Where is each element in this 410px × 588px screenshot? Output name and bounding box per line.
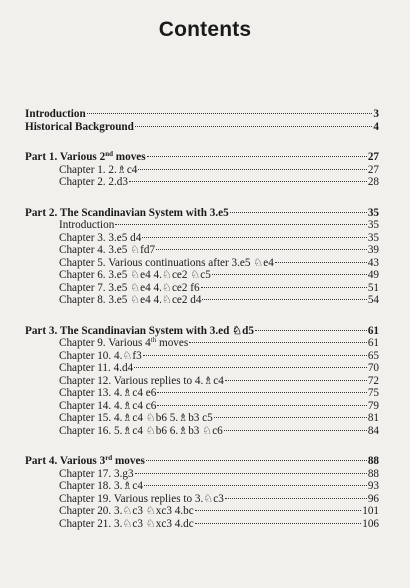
toc-page-number: 106 [362,517,379,530]
toc-page-number: 101 [362,505,379,517]
toc-page-number: 28 [367,176,379,188]
toc-page-number: 3 [373,108,379,120]
toc-chapter-label: Chapter 7. 3.e5 ♘e4 4.♘ce2 f6 [59,281,200,294]
toc-chapter-label: Chapter 15. 4.♗c4 ♘b6 5.♗b3 c5 [59,412,213,424]
page-title: Contents [158,18,252,41]
dot-leader [201,287,367,288]
toc-part-label: Part 3. The Scandinavian System with 3.ed ♘d5 [25,324,254,337]
toc-page-number: 4 [373,120,379,133]
dot-leader [189,342,367,343]
toc-chapter-label: Chapter 8. 3.e5 ♘e4 4.♘ce2 d4 [59,294,202,306]
toc-chapter-label: Chapter 18. 3.♗c4 [59,480,143,492]
toc-chapter-16[interactable] [25,425,379,438]
dot-leader [115,224,367,225]
toc-page-number: 88 [367,467,379,480]
toc-chapter-10[interactable] [25,350,379,363]
toc-page-number: 27 [367,151,379,163]
toc-part-4-heading[interactable] [25,455,379,468]
toc-chapter-label: Chapter 10. 4.♘f3 [59,349,142,362]
toc-page-number: 88 [367,455,379,467]
toc-page-number: 61 [367,337,379,349]
toc-chapter-label: Chapter 2. 2.d3 [59,176,128,188]
dot-leader [156,249,367,250]
toc-chapter-13[interactable] [25,387,379,400]
toc-chapter-3[interactable] [25,232,379,245]
toc-page-number: 54 [367,294,379,306]
dot-leader [138,169,366,170]
dot-leader [195,510,362,511]
dot-leader [135,473,367,474]
dot-leader [146,460,367,461]
toc-page-number: 35 [367,219,379,231]
toc-part-label: Part 2. The Scandinavian System with 3.e5 [25,206,229,219]
toc-page-number: 61 [367,324,379,337]
toc-chapter-19[interactable] [25,493,379,506]
dot-leader [214,417,367,418]
toc-chapter-label: Chapter 4. 3.e5 ♘fd7 [59,244,156,256]
toc-chapter-label: Chapter 19. Various replies to 3.♘c3 [59,492,224,505]
toc-part-2-introduction[interactable] [25,219,379,232]
toc-chapter-9[interactable] [25,337,379,350]
toc-chapter-8[interactable] [25,294,379,307]
toc-page-number: 27 [367,163,379,176]
toc-page-number: 49 [367,269,379,281]
toc-chapter-label: Chapter 14. 4.♗c4 c6 [59,399,157,412]
dot-leader [157,405,366,406]
toc-chapter-label: Chapter 17. 3.g3 [59,467,134,480]
dot-leader [87,113,373,114]
dot-leader [142,237,366,238]
toc-part-label: Part 4. Various 3rd moves [25,454,145,467]
toc-chapter-label: Chapter 3. 3.e5 d4 [59,231,142,244]
toc-page-number: 84 [367,424,379,437]
table-of-contents [25,108,379,530]
toc-entry-introduction[interactable] [25,108,379,121]
toc-page-number: 35 [367,206,379,219]
toc-page-number: 72 [367,374,379,387]
toc-chapter-label: Chapter 11. 4.d4 [59,362,134,374]
toc-part-label: Part 1. Various 2nd moves [25,150,146,163]
toc-chapter-label: Chapter 13. 4.♗c4 e6 [59,387,157,399]
toc-chapter-17[interactable] [25,468,379,481]
toc-page-number: 81 [367,412,379,424]
toc-chapter-label: Introduction [59,219,115,231]
toc-chapter-label: Chapter 9. Various 4th moves [59,336,189,349]
toc-chapter-12[interactable] [25,375,379,388]
toc-part-1-heading[interactable] [25,151,379,164]
toc-chapter-7[interactable] [25,282,379,295]
toc-chapter-6[interactable] [25,269,379,282]
toc-chapter-label: Chapter 5. Various continuations after 3.e5 ♘e4 [59,256,274,269]
dot-leader [225,380,367,381]
toc-page-number: 43 [367,256,379,269]
toc-chapter-15[interactable] [25,412,379,425]
dot-leader [134,367,367,368]
toc-page-number: 70 [367,362,379,374]
dot-leader [230,212,367,213]
dot-leader [143,355,367,356]
dot-leader [195,523,362,524]
toc-part-2-heading[interactable] [25,207,379,220]
toc-chapter-18[interactable] [25,480,379,493]
toc-chapter-label: Chapter 6. 3.e5 ♘e4 4.♘ce2 ♘c5 [59,269,211,281]
dot-leader [225,498,367,499]
toc-chapter-11[interactable] [25,362,379,375]
toc-page-number: 39 [367,244,379,256]
toc-entry-label: Historical Background [25,120,134,133]
toc-page-number: 35 [367,231,379,244]
dot-leader [224,430,367,431]
dot-leader [275,262,367,263]
dot-leader [144,485,367,486]
toc-chapter-20[interactable] [25,505,379,518]
toc-page-number: 75 [367,387,379,399]
dot-leader [255,330,367,331]
toc-page-number: 51 [367,281,379,294]
toc-chapter-1[interactable] [25,164,379,177]
dot-leader [129,181,367,182]
toc-chapter-2[interactable] [25,176,379,189]
toc-chapter-label: Chapter 12. Various replies to 4.♗c4 [59,374,224,387]
toc-chapter-4[interactable] [25,244,379,257]
toc-entry-historical-background[interactable] [25,121,379,134]
dot-leader [147,156,367,157]
dot-leader [202,299,366,300]
toc-chapter-label: Chapter 21. 3.♘c3 ♘xc3 4.dc [59,517,194,530]
dot-leader [135,126,373,127]
toc-page-number: 65 [367,349,379,362]
toc-part-3-heading[interactable] [25,325,379,338]
toc-chapter-label: Chapter 1. 2.♗c4 [59,163,138,176]
dot-leader [157,392,366,393]
toc-page-number: 79 [367,399,379,412]
dot-leader [212,274,367,275]
toc-chapter-14[interactable] [25,400,379,413]
toc-chapter-label: Chapter 16. 5.♗c4 ♘b6 6.♗b3 ♘c6 [59,424,223,437]
toc-chapter-21[interactable] [25,518,379,531]
toc-page-number: 96 [367,492,379,505]
toc-chapter-5[interactable] [25,257,379,270]
toc-entry-label: Introduction [25,108,86,120]
toc-chapter-label: Chapter 20. 3.♘c3 ♘xc3 4.bc [59,505,194,517]
toc-page-number: 93 [367,480,379,492]
